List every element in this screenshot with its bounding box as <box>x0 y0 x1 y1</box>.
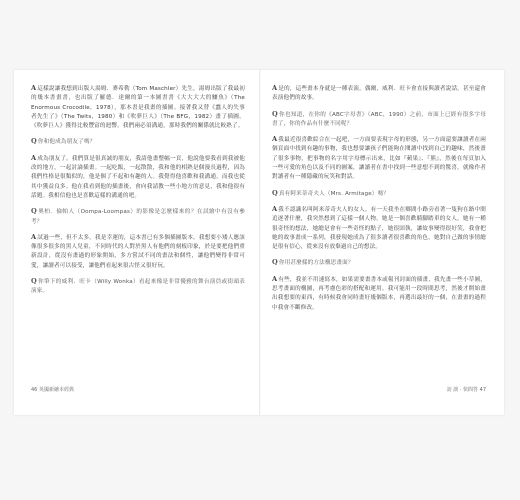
book-gutter <box>259 70 261 415</box>
interview-answer: A這樣說讓我想到出版人湯姆．麥希勒（Tom Maschler）先生，湯姆出版了我最初的幾本書畫書，也出版了羅德．達爾的第一本圖書書《大大大大的鱷魚》（The Enormous Crocodile，1978），那本書是我畫的插圖。接著我又替《蠢人的失事者先生了》（The Twits，1980）和《吹夢巨人》（The BFG，1982）畫了插圖。《吹夢巨人》獲得比較豐富的迴響。我們兩必須溝通，那時我們的關係就比較熟了。 <box>31 84 245 130</box>
interview-answer: A試過一些，但不太多。我是幸運的，這本書已有多個插圖版本。我想要小矮人應該像很多很多的黑人兒童，不同時代的人對於黑人有他們的刻板印象，於是要把他們重新設計，從沒有畫過的形象開始，多方嘗試不同的畫法和個性，讓他們變得非常可愛，讓讀者可以接受，讓他們看起來很古怪又很好玩。 <box>31 232 245 269</box>
interview-answer: A成為朋友了。我們算是很真誠的朋友，我請他畫整幅一頁，他說他要我看到我被他改的地方，一起討論插畫。一起吃飯，一起散散，我和他的相熟是個漫長過程，因為我們性格是很類似的，他是個了不起和有趣的人。我覺得他喜歡和我溝通，而我也從其中獲益良多。他在我看到他的插畫後，會向我請教一些小地方的意見，我和他很有話題。我相信他也是喜歡這樣的溝通的吧。 <box>31 153 245 199</box>
interview-question: Q真有阿米蒂奇夫人（Mrs. Armitage）嗎？ <box>272 188 390 197</box>
left-page <box>31 84 245 303</box>
interview-question: Q你用甚麼樣的方法構思畫面？ <box>272 258 354 267</box>
interview-question: Q你筆下的威利．旺卡（Willy Wonka）看起來像是非常優雅的舞台演員或街頭表演家。 <box>31 277 245 295</box>
interview-answer: A我最近很喜歡綜合在一起吧，一方面要表現字母的形態，另一方面還要讓讀者在兩個頁面中找到有趣的事物，我也想要讓孩子們能夠在閱讀中找到自己的趣味，然後畫了很多事物，把事物的名字用字母標示出來，比如『蘋果』、『熊』，然後在每頁加入一些可愛的角色以及不同的圖案，讓讀者在書中找到一些意想不到的驚喜，就像作者對讀者有一種隱藏的玩笑和對話。 <box>272 135 486 181</box>
interview-answer: A有些，我並不用速寫本，如果需要畫書本或報刊封面的插畫，我先畫一些小草圖，思考畫面的構圖，再考慮色彩的搭配和運用。我可能用一段時間思考，然後才開始畫出我想要的東西，有時候我會同時畫好幾個版本，再選出最好的一個，在畫畫的過程中我會不斷修改。 <box>272 274 486 311</box>
interview-answer: A我不認識名叫阿米蒂奇夫人的女人。有一天我坐在鄉間小路旁看著一隻狗在路中間追逐著什麼，我突然想到了這樣一個人物。她是一個喜歡騎腳踏車的女人，她有一種很奇怪的想法，她總是會有一些奇怪的點子，她很固執，讓故事變得很好笑，我會把她的故事畫成一系列，我發現她成為了很多讀者很喜歡的角色，她對自己做的事情總是很有信心，從來沒有放棄過自己的想法。 <box>272 204 486 251</box>
book-spread <box>14 70 504 415</box>
interview-answer: A是的，這些畫本身就是一種表演，偶爾，威利．旺卡會直接與讀者說話，甚至還會表演他們的故事。 <box>272 84 486 102</box>
interview-question: Q你也知道，在你的《ABC字母書》（ABC，1990）之前，市面上已經有很多字母書了，你的作品有什麼不同呢？ <box>272 109 486 127</box>
interview-question: Q你和他成為朋友了嗎？ <box>31 137 96 146</box>
left-page-folio: 46 英國新繪本經典 <box>31 387 74 393</box>
right-page-folio: 訪 談 · 快問答 47 <box>446 387 486 393</box>
right-page <box>272 84 486 319</box>
interview-question: Q奧柏．倫帕人（Oompa-Loompas）的影像是怎麼樣來的？在試繪中有沒有參考？ <box>31 207 245 225</box>
